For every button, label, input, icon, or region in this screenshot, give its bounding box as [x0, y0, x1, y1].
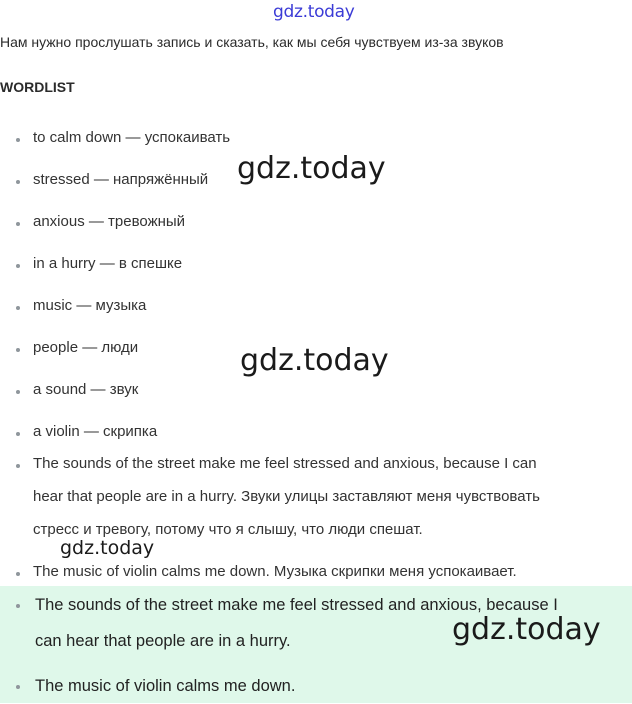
- bullet-icon: [16, 264, 20, 268]
- watermark: gdz.today: [240, 343, 389, 378]
- bullet-icon: [16, 685, 20, 689]
- list-item: stressed — напряжённый: [33, 171, 209, 188]
- top-watermark: gdz.today: [273, 2, 355, 22]
- bullet-icon: [16, 432, 20, 436]
- list-item: a violin — скрипка: [33, 423, 158, 440]
- sentence-translation: [33, 447, 623, 546]
- bullet-icon: [16, 138, 20, 142]
- list-item: The music of violin calms me down. Музыка скрипки меня успокаивает.: [33, 563, 517, 580]
- answer-line: can hear that people are in a hurry.: [35, 632, 291, 650]
- bullet-icon: [16, 222, 20, 226]
- list-item: to calm down — успокаивать: [33, 129, 231, 146]
- bullet-icon: [16, 390, 20, 394]
- bullet-icon: [16, 180, 20, 184]
- sentence-line: The sounds of the street make me feel stressed and anxious, because I can: [33, 455, 537, 472]
- list-item: a sound — звук: [33, 381, 139, 398]
- list-item: in a hurry — в спешке: [33, 255, 183, 272]
- bullet-icon: [16, 604, 20, 608]
- list-item: people — люди: [33, 339, 139, 356]
- watermark: gdz.today: [452, 612, 601, 647]
- list-item: music — музыка: [33, 297, 147, 314]
- bullet-icon: [16, 572, 20, 576]
- watermark: gdz.today: [237, 151, 386, 186]
- intro-text: Нам нужно прослушать запись и сказать, как мы себя чувствуем из-за звуков: [0, 34, 504, 50]
- bullet-icon: [16, 348, 20, 352]
- list-item: anxious — тревожный: [33, 213, 186, 230]
- watermark: gdz.today: [60, 537, 155, 559]
- sentence-line: стресс и тревогу, потому что я слышу, что люди спешат.: [33, 521, 423, 538]
- answer-sentence: The music of violin calms me down.: [35, 677, 296, 695]
- wordlist-heading: WORDLIST: [0, 79, 75, 95]
- bullet-icon: [16, 306, 20, 310]
- bullet-icon: [16, 464, 20, 468]
- answer-line: The sounds of the street make me feel stressed and anxious, because I: [35, 596, 558, 614]
- sentence-line: hear that people are in a hurry. Звуки улицы заставляют меня чувствовать: [33, 488, 540, 505]
